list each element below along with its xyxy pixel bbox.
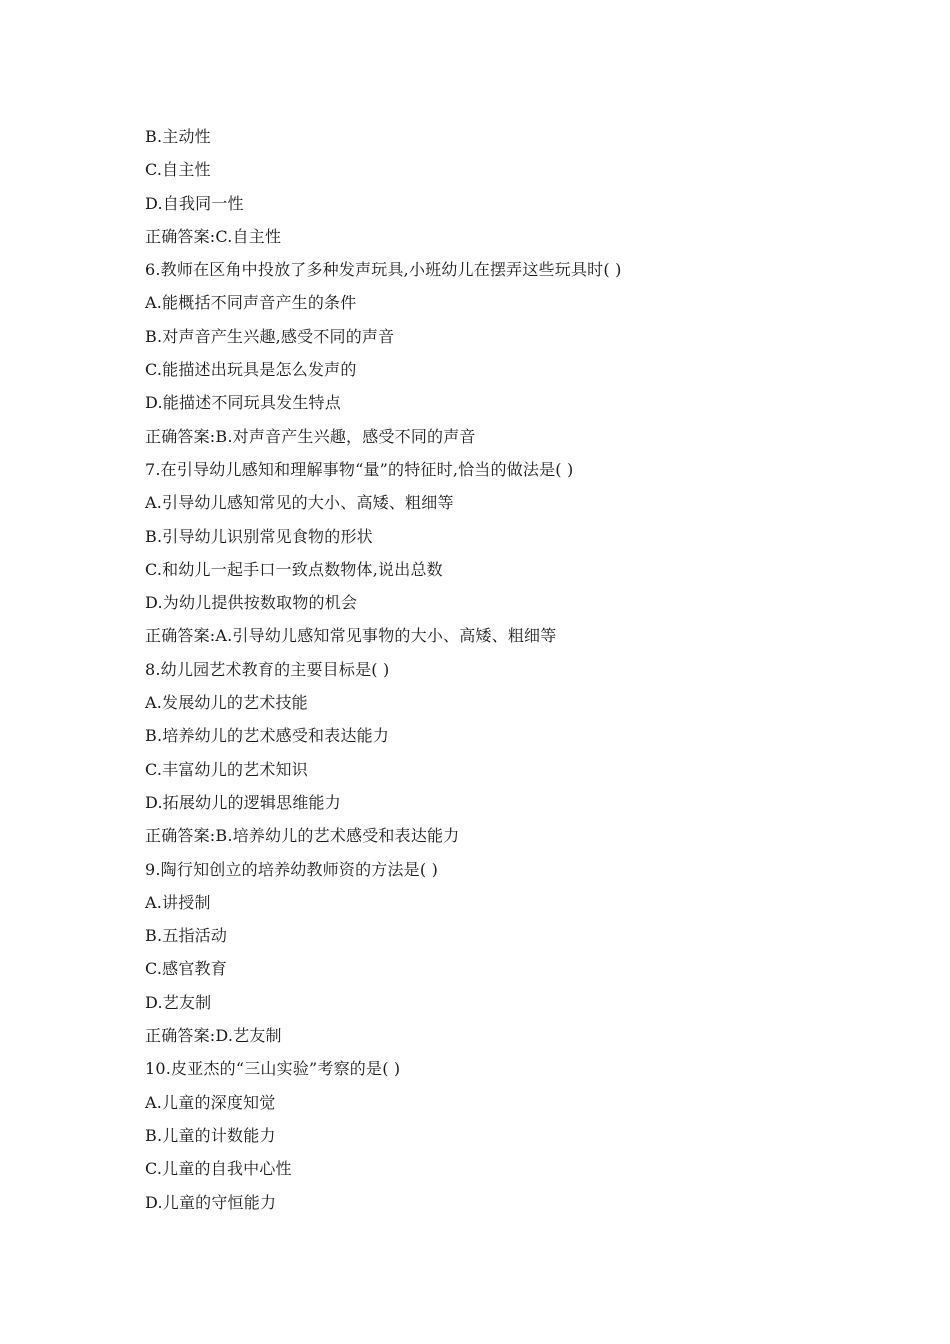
option-line: A.讲授制 <box>145 892 211 912</box>
question-list <box>145 120 845 1219</box>
answer-line: 正确答案:B.对声音产生兴趣，感受不同的声音 <box>145 426 476 446</box>
option-line: B.引导幼儿识别常见食物的形状 <box>145 526 373 546</box>
option-line: B.主动性 <box>145 127 211 146</box>
option-line: A.发展幼儿的艺术技能 <box>145 693 308 713</box>
option-line: C.儿童的自我中心性 <box>145 1159 292 1179</box>
option-line: A.引导幼儿感知常见的大小、高矮、粗细等 <box>145 493 454 513</box>
option-line: B.对声音产生兴趣,感受不同的声音 <box>145 326 395 346</box>
option-line: C.和幼儿一起手口一致点数物体,说出总数 <box>145 559 443 579</box>
answer-line: 正确答案:C.自主性 <box>145 226 282 246</box>
option-line: D.儿童的守恒能力 <box>145 1192 277 1212</box>
option-line: C.丰富幼儿的艺术知识 <box>145 759 308 779</box>
option-line: A.儿童的深度知觉 <box>145 1092 276 1112</box>
option-line: A.能概括不同声音产生的条件 <box>145 293 357 313</box>
option-line: D.能描述不同玩具发生特点 <box>145 393 341 413</box>
answer-line: 正确答案:D.艺友制 <box>145 1026 282 1046</box>
question-line: 9.陶行知创立的培养幼教师资的方法是( ) <box>145 859 439 879</box>
answer-line: 正确答案:B.培养幼儿的艺术感受和表达能力 <box>145 826 460 846</box>
option-line: D.自我同一性 <box>145 193 244 213</box>
option-line: D.为幼儿提供按数取物的机会 <box>145 593 358 613</box>
option-line: D.拓展幼儿的逻辑思维能力 <box>145 792 341 812</box>
question-line: 8.幼儿园艺术教育的主要目标是( ) <box>145 659 390 679</box>
option-line: B.培养幼儿的艺术感受和表达能力 <box>145 726 390 746</box>
answer-line: 正确答案:A.引导幼儿感知常见事物的大小、高矮、粗细等 <box>145 626 557 646</box>
option-line: C.感官教育 <box>145 959 227 979</box>
option-line: B.儿童的计数能力 <box>145 1125 276 1145</box>
option-line: B.五指活动 <box>145 926 228 946</box>
option-line: C.能描述出玩具是怎么发声的 <box>145 360 357 380</box>
question-line: 6.教师在区角中投放了多种发声玩具,小班幼儿在摆弄这些玩具时( ) <box>145 260 622 280</box>
question-line: 10.皮亚杰的“三山实验”考察的是( ) <box>145 1059 401 1079</box>
option-line: D.艺友制 <box>145 992 212 1012</box>
option-line: C.自主性 <box>145 160 211 180</box>
question-line: 7.在引导幼儿感知和理解事物“量”的特征时,恰当的做法是( ) <box>145 459 574 479</box>
